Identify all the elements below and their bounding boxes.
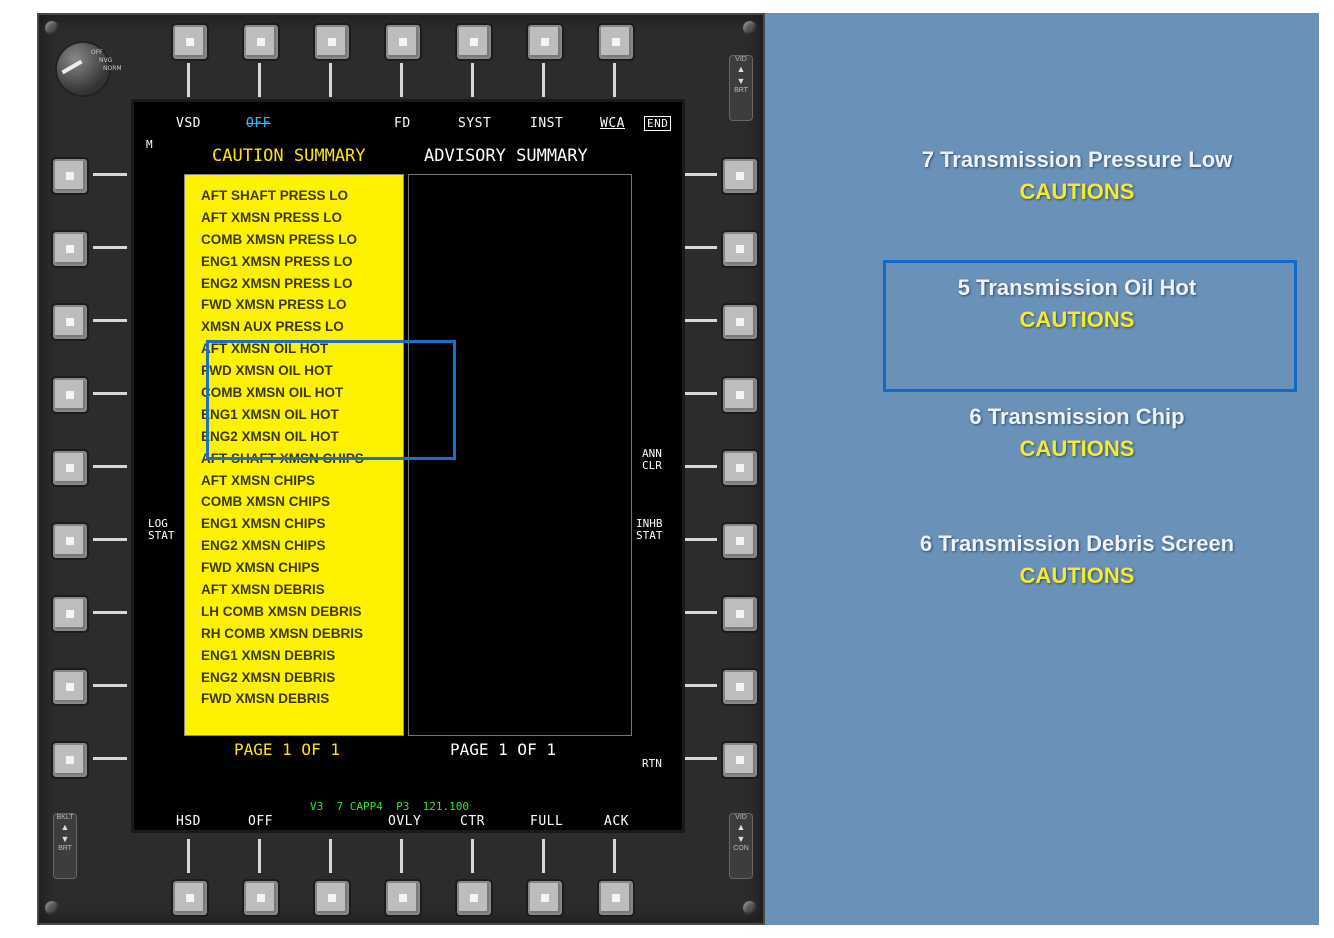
caution-item: ENG1 XMSN OIL HOT <box>201 406 339 422</box>
bezel-button-top-6[interactable] <box>528 25 562 59</box>
divider <box>471 839 474 873</box>
caution-item: COMB XMSN PRESS LO <box>201 231 358 247</box>
caution-item: AFT XMSN PRESS LO <box>201 209 343 225</box>
divider <box>400 839 403 873</box>
top-label-off[interactable]: OFF <box>246 116 271 131</box>
bottom-label-ack[interactable]: ACK <box>604 814 629 829</box>
annotation-oil-hot <box>847 275 1307 333</box>
divider <box>93 611 127 614</box>
screw-icon <box>743 901 757 915</box>
bezel-button-left-5[interactable] <box>53 451 87 485</box>
advisory-summary-heading: ADVISORY SUMMARY <box>424 146 588 166</box>
divider <box>683 757 717 760</box>
caution-item: COMB XMSN CHIPS <box>201 494 331 510</box>
bezel-button-left-9[interactable] <box>53 743 87 777</box>
divider <box>93 319 127 322</box>
caution-item: ENG1 XMSN DEBRIS <box>201 647 336 663</box>
advisory-page-indicator: PAGE 1 OF 1 <box>450 740 556 759</box>
divider <box>258 839 261 873</box>
divider <box>93 684 127 687</box>
rocker-label-bottom: BRT <box>734 87 748 94</box>
bezel-button-bottom-6[interactable] <box>528 881 562 915</box>
top-label-syst[interactable]: SYST <box>458 116 492 131</box>
arrow-down-icon: ▼ <box>60 834 70 844</box>
divider <box>93 465 127 468</box>
bezel-button-bottom-1[interactable] <box>173 881 207 915</box>
rocker-label-bottom: CON <box>733 845 749 852</box>
annotation-subtitle: CAUTIONS <box>1019 563 1135 588</box>
divider <box>258 63 261 97</box>
bezel-button-right-5-ann-clr[interactable] <box>723 451 757 485</box>
divider <box>542 839 545 873</box>
bezel-button-left-7[interactable] <box>53 597 87 631</box>
caution-item: FWD XMSN PRESS LO <box>201 297 347 313</box>
caution-item: FWD XMSN OIL HOT <box>201 363 333 379</box>
caution-item: AFT XMSN CHIPS <box>201 472 316 488</box>
caution-item: AFT XMSN DEBRIS <box>201 582 325 598</box>
annotation-pressure-low <box>847 147 1307 205</box>
knob-label-nvg: NVG <box>99 57 113 64</box>
caution-summary-heading: CAUTION SUMMARY <box>212 146 366 166</box>
bottom-label-hsd[interactable]: HSD <box>176 814 201 829</box>
caution-item: AFT SHAFT XMSN CHIPS <box>201 450 364 466</box>
mfd-display <box>131 99 685 833</box>
bezel-button-right-2[interactable] <box>723 232 757 266</box>
caution-item: RH COMB XMSN DEBRIS <box>201 625 364 641</box>
top-label-inst[interactable]: INST <box>530 116 564 131</box>
arrow-up-icon: ▲ <box>736 64 746 74</box>
video-contrast-rocker[interactable] <box>729 813 753 879</box>
arrow-down-icon: ▼ <box>736 76 746 86</box>
caution-item: AFT XMSN OIL HOT <box>201 341 329 357</box>
bottom-label-full[interactable]: FULL <box>530 814 564 829</box>
rocker-label-top: VID <box>735 56 747 63</box>
screw-icon <box>45 901 59 915</box>
caution-page-indicator: PAGE 1 OF 1 <box>234 740 340 759</box>
divider <box>683 246 717 249</box>
bezel-button-bottom-7[interactable] <box>599 881 633 915</box>
annotation-title: 6 Transmission Chip <box>969 404 1185 429</box>
bezel-button-bottom-5[interactable] <box>457 881 491 915</box>
bezel-button-left-8[interactable] <box>53 670 87 704</box>
annotation-chip <box>847 404 1307 462</box>
caution-item: LH COMB XMSN DEBRIS <box>201 603 362 619</box>
arrow-down-icon: ▼ <box>736 834 746 844</box>
arrow-up-icon: ▲ <box>736 822 746 832</box>
status-line: V3 7 CAPP4 P3 121.100 <box>310 800 469 813</box>
caution-item: XMSN AUX PRESS LO <box>201 319 344 335</box>
divider <box>542 63 545 97</box>
divider <box>613 839 616 873</box>
annotation-title: 5 Transmission Oil Hot <box>957 275 1197 300</box>
bezel-button-top-4[interactable] <box>386 25 420 59</box>
divider <box>93 757 127 760</box>
caution-item: ENG1 XMSN PRESS LO <box>201 253 353 269</box>
screw-icon <box>743 21 757 35</box>
divider <box>329 839 332 873</box>
oil-hot-highlight-box <box>206 340 456 460</box>
annotation-debris-screen <box>847 531 1307 589</box>
top-label-wca[interactable]: WCA <box>600 116 625 131</box>
bezel-button-top-1[interactable] <box>173 25 207 59</box>
bezel-button-top-5[interactable] <box>457 25 491 59</box>
annotation-subtitle: CAUTIONS <box>1019 307 1135 332</box>
arrow-up-icon: ▲ <box>60 822 70 832</box>
video-brightness-rocker[interactable] <box>729 55 753 121</box>
bezel-button-left-3[interactable] <box>53 305 87 339</box>
rocker-label-top: BKLT <box>56 814 74 821</box>
rtn-label: RTN <box>642 757 662 770</box>
divider <box>93 392 127 395</box>
bottom-label-ctr[interactable]: CTR <box>460 814 485 829</box>
bezel-button-right-8[interactable] <box>723 670 757 704</box>
caution-item: ENG1 XMSN CHIPS <box>201 516 326 532</box>
top-label-fd[interactable]: FD <box>394 116 411 131</box>
inhb-stat-label: INHB STAT <box>636 517 663 542</box>
bottom-label-off[interactable]: OFF <box>248 814 273 829</box>
divider <box>187 839 190 873</box>
caution-item: ENG2 XMSN DEBRIS <box>201 669 336 685</box>
divider <box>93 246 127 249</box>
caution-item: FWD XMSN CHIPS <box>201 560 320 576</box>
bezel-button-top-7[interactable] <box>599 25 633 59</box>
bezel-button-bottom-3[interactable] <box>315 881 349 915</box>
divider <box>683 173 717 176</box>
divider <box>400 63 403 97</box>
bezel-button-left-6-log-stat[interactable] <box>53 524 87 558</box>
divider <box>683 319 717 322</box>
caution-item: ENG2 XMSN PRESS LO <box>201 275 353 291</box>
screw-icon <box>45 21 59 35</box>
slide-canvas <box>37 13 1319 925</box>
caution-item: ENG2 XMSN OIL HOT <box>201 428 339 444</box>
divider <box>471 63 474 97</box>
divider <box>93 538 127 541</box>
top-label-vsd[interactable]: VSD <box>176 116 201 131</box>
bezel-button-left-1[interactable] <box>53 159 87 193</box>
bezel-button-left-2[interactable] <box>53 232 87 266</box>
divider <box>683 684 717 687</box>
bezel-button-top-2[interactable] <box>244 25 278 59</box>
caution-item: AFT SHAFT PRESS LO <box>201 188 349 203</box>
mode-indicator: M <box>146 138 153 151</box>
divider <box>613 63 616 97</box>
bezel-button-bottom-4[interactable] <box>386 881 420 915</box>
divider <box>683 538 717 541</box>
bezel-button-right-9-rtn[interactable] <box>723 743 757 777</box>
divider <box>329 63 332 97</box>
rocker-label-bottom: BRT <box>58 845 72 852</box>
divider <box>683 611 717 614</box>
bezel-button-right-1[interactable] <box>723 159 757 193</box>
annotation-title: 6 Transmission Debris Screen <box>919 531 1235 556</box>
divider <box>93 173 127 176</box>
rocker-label-top: VID <box>735 814 747 821</box>
backlight-brightness-rocker[interactable] <box>53 813 77 879</box>
bezel-button-left-4[interactable] <box>53 378 87 412</box>
knob-label-norm: NORM <box>103 65 122 72</box>
caution-item: FWD XMSN DEBRIS <box>201 691 330 707</box>
divider <box>683 392 717 395</box>
bezel-button-bottom-2[interactable] <box>244 881 278 915</box>
bottom-label-ovly[interactable]: OVLY <box>388 814 422 829</box>
bezel-button-right-6-inhb-stat[interactable] <box>723 524 757 558</box>
bezel-button-right-7[interactable] <box>723 597 757 631</box>
bezel-button-right-3[interactable] <box>723 305 757 339</box>
top-label-end[interactable]: END <box>644 116 671 131</box>
annotation-subtitle: CAUTIONS <box>1019 179 1135 204</box>
divider <box>683 465 717 468</box>
log-stat-label: LOG STAT <box>148 517 175 542</box>
caution-item: COMB XMSN OIL HOT <box>201 385 344 401</box>
mfd-bezel <box>37 13 765 925</box>
knob-label-off: OFF <box>91 49 103 56</box>
annotation-title: 7 Transmission Pressure Low <box>921 147 1233 172</box>
annotation-subtitle: CAUTIONS <box>1019 436 1135 461</box>
bezel-button-right-4[interactable] <box>723 378 757 412</box>
caution-item: ENG2 XMSN CHIPS <box>201 538 326 554</box>
bezel-button-top-3[interactable] <box>315 25 349 59</box>
divider <box>187 63 190 97</box>
ann-clr-label: ANN CLR <box>642 447 662 472</box>
